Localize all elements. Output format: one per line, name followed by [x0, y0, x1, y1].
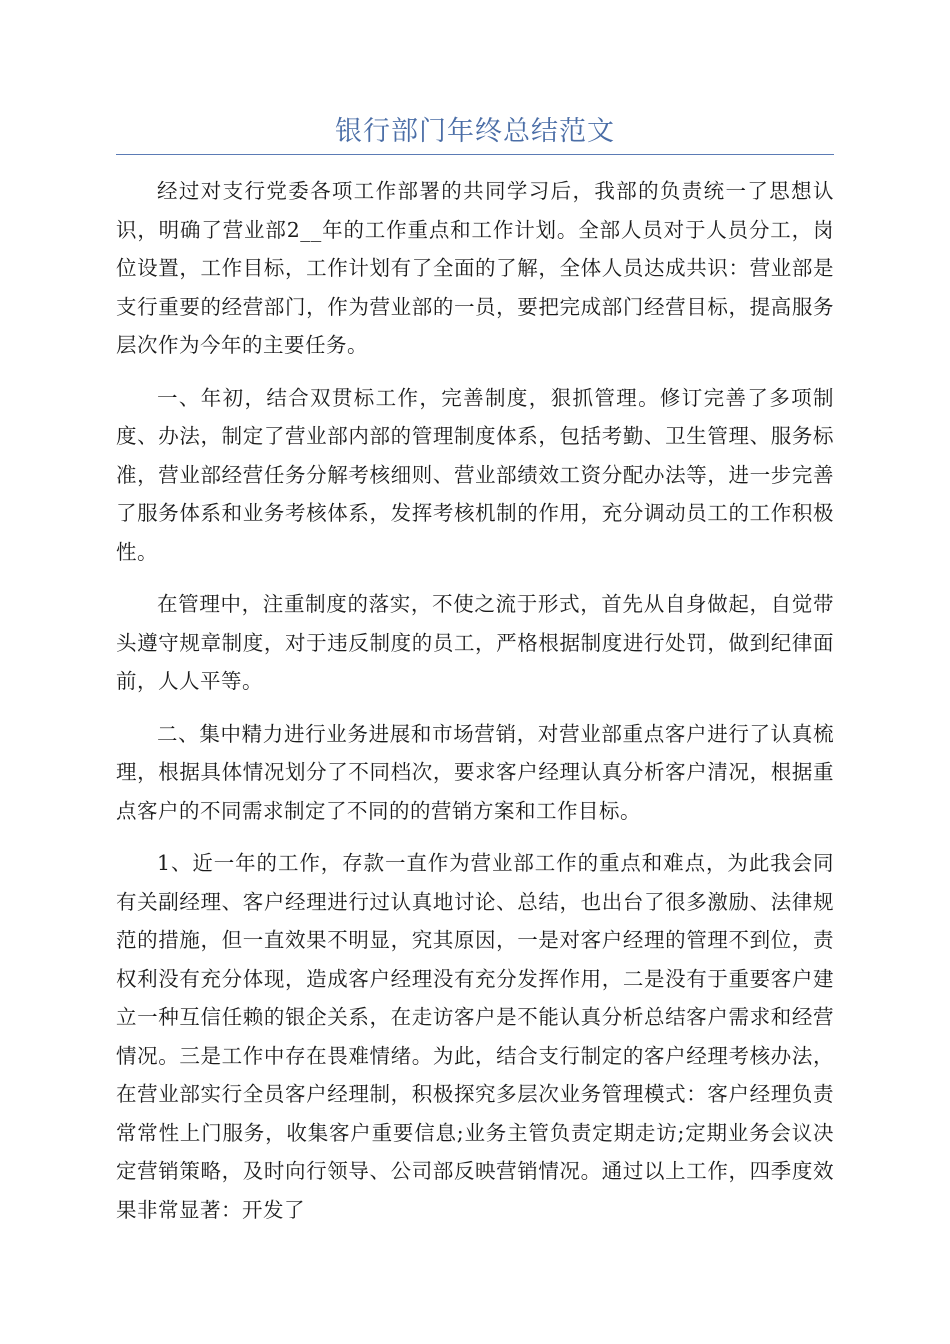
title-underline	[116, 154, 834, 155]
paragraph-item-1: 1、近一年的工作，存款一直作为营业部工作的重点和难点，为此我会同有关副经理、客户经理进行过认真地讨论、总结，也出台了很多激励、法律规范的措施，但一直效果不明显，究其原因，一是对客户经理的管理不到位，责权利没有充分体现，造成客户经理没有充分发挥作用，二是没有于重要客户建立一种互信任赖的银企关系，在走访客户是不能认真分析总结客户需求和经营情况。三是工作中存在畏难情绪。为此，结合支行制定的客户经理考核办法，在营业部实行全员客户经理制，积极探究多层次业务管理模式：客户经理负责常常性上门服务，收集客户重要信息;业务主管负责定期走访;定期业务会议决定营销策略，及时向行领导、公司部反映营销情况。通过以上工作，四季度效果非常显著：开发了	[116, 851, 834, 1222]
paragraph-intro: 经过对支行党委各项工作部署的共同学习后，我部的负责统一了思想认识，明确了营业部2__年的工作重点和工作计划。全部人员对于人员分工，岗位设置，工作目标，工作计划有了全面的了解，全体人员达成共识：营业部是支行重要的经营部门，作为营业部的一员，要把完成部门经营目标，提高服务层次作为今年的主要任务。	[116, 179, 834, 357]
document-body	[116, 172, 834, 1243]
paragraph-section-2: 二、集中精力进行业务进展和市场营销，对营业部重点客户进行了认真梳理，根据具体情况划分了不同档次，要求客户经理认真分析客户清况，根据重点客户的不同需求制定了不同的的营销方案和工作目标。	[116, 721, 834, 823]
paragraph-management: 在管理中，注重制度的落实，不使之流于形式，首先从自身做起，自觉带头遵守规章制度，对于违反制度的员工，严格根据制度进行处罚，做到纪律面前，人人平等。	[116, 592, 834, 693]
paragraph-section-1: 一、年初，结合双贯标工作，完善制度，狠抓管理。修订完善了多项制度、办法，制定了营业部内部的管理制度体系，包括考勤、卫生管理、服务标准，营业部经营任务分解考核细则、营业部绩效工资分配办法等，进一步完善了服务体系和业务考核体系，发挥考核机制的作用，充分调动员工的工作积极性。	[116, 385, 834, 564]
page-title: 银行部门年终总结范文	[335, 116, 615, 147]
